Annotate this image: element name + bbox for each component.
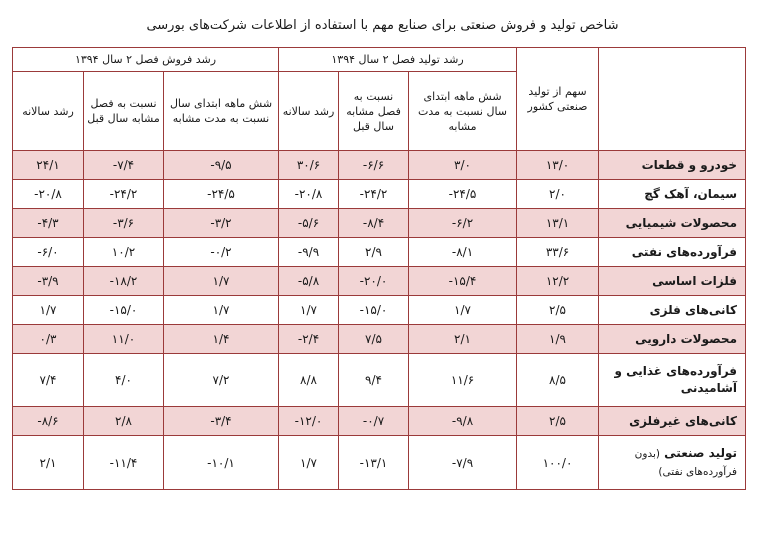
sales-annual-cell: -۴/۳: [13, 209, 84, 238]
header-row-groups: [13, 48, 746, 72]
production-annual-cell: -۵/۸: [279, 267, 339, 296]
sales-six-month-cell: ۱/۴: [164, 325, 279, 354]
share-cell: ۳۳/۶: [517, 238, 599, 267]
sales-quarter-cell: -۷/۴: [84, 151, 164, 180]
header-sales-six-month: شش ماهه ابتدای سال نسبت به مدت مشابه: [164, 72, 279, 151]
sales-quarter-cell: -۱۸/۲: [84, 267, 164, 296]
table-row: [13, 180, 746, 209]
share-cell: ۱/۹: [517, 325, 599, 354]
production-quarter-cell: ۷/۵: [339, 325, 409, 354]
sales-six-month-cell: -۰/۲: [164, 238, 279, 267]
sales-quarter-cell: -۱۵/۰: [84, 296, 164, 325]
industry-name: فلزات اساسی: [599, 267, 746, 296]
industry-name: فرآورده‌های نفتی: [599, 238, 746, 267]
production-quarter-cell: -۸/۴: [339, 209, 409, 238]
production-six-month-cell: -۷/۹: [409, 436, 517, 490]
industry-name: [599, 436, 746, 490]
production-annual-cell: -۵/۶: [279, 209, 339, 238]
sales-quarter-cell: ۴/۰: [84, 354, 164, 407]
industry-name-note: (بدون فرآورده‌های نفتی): [634, 447, 738, 478]
sales-six-month-cell: -۹/۵: [164, 151, 279, 180]
sales-six-month-cell: -۲۴/۵: [164, 180, 279, 209]
share-cell: ۲/۵: [517, 296, 599, 325]
industry-growth-table: [12, 47, 746, 490]
share-cell: ۲/۰: [517, 180, 599, 209]
production-annual-cell: ۱/۷: [279, 436, 339, 490]
production-quarter-cell: -۶/۶: [339, 151, 409, 180]
share-cell: ۱۰۰/۰: [517, 436, 599, 490]
production-annual-cell: ۳۰/۶: [279, 151, 339, 180]
sales-quarter-cell: -۳/۶: [84, 209, 164, 238]
production-annual-cell: ۱/۷: [279, 296, 339, 325]
sales-six-month-cell: ۱/۷: [164, 267, 279, 296]
sales-six-month-cell: ۷/۲: [164, 354, 279, 407]
production-six-month-cell: -۸/۱: [409, 238, 517, 267]
sales-quarter-cell: -۲۴/۲: [84, 180, 164, 209]
sales-annual-cell: ۰/۳: [13, 325, 84, 354]
sales-six-month-cell: ۱/۷: [164, 296, 279, 325]
table-row: [13, 151, 746, 180]
table-row: [13, 238, 746, 267]
production-six-month-cell: -۶/۲: [409, 209, 517, 238]
sales-annual-cell: ۷/۴: [13, 354, 84, 407]
header-sales-annual: رشد سالانه: [13, 72, 84, 151]
header-production-six-month: شش ماهه ابتدای سال نسبت به مدت مشابه: [409, 72, 517, 151]
production-annual-cell: -۱۲/۰: [279, 407, 339, 436]
sales-annual-cell: -۶/۰: [13, 238, 84, 267]
sales-quarter-cell: ۱۱/۰: [84, 325, 164, 354]
production-six-month-cell: -۱۵/۴: [409, 267, 517, 296]
sales-quarter-cell: ۲/۸: [84, 407, 164, 436]
production-quarter-cell: ۹/۴: [339, 354, 409, 407]
production-six-month-cell: ۲/۱: [409, 325, 517, 354]
sales-quarter-cell: -۱۱/۴: [84, 436, 164, 490]
production-six-month-cell: ۱/۷: [409, 296, 517, 325]
header-production-vs-quarter: نسبت به فصل مشابه سال قبل: [339, 72, 409, 151]
sales-annual-cell: ۲/۱: [13, 436, 84, 490]
share-cell: ۱۳/۰: [517, 151, 599, 180]
industry-name: محصولات شیمیایی: [599, 209, 746, 238]
production-annual-cell: -۹/۹: [279, 238, 339, 267]
industry-name: خودرو و قطعات: [599, 151, 746, 180]
header-sales-vs-quarter: نسبت به فصل مشابه سال قبل: [84, 72, 164, 151]
share-cell: ۱۳/۱: [517, 209, 599, 238]
production-six-month-cell: ۳/۰: [409, 151, 517, 180]
production-annual-cell: -۲/۴: [279, 325, 339, 354]
table-row: [13, 407, 746, 436]
industry-name: کانی‌های غیرفلزی: [599, 407, 746, 436]
production-annual-cell: -۲۰/۸: [279, 180, 339, 209]
table-row: [13, 436, 746, 490]
sales-annual-cell: -۳/۹: [13, 267, 84, 296]
industry-name-main: تولید صنعتی: [664, 445, 738, 460]
header-production-group: رشد تولید فصل ۲ سال ۱۳۹۴: [279, 48, 517, 72]
production-quarter-cell: -۲۴/۲: [339, 180, 409, 209]
sales-annual-cell: -۸/۶: [13, 407, 84, 436]
table-row: [13, 209, 746, 238]
table-row: [13, 267, 746, 296]
production-quarter-cell: -۰/۷: [339, 407, 409, 436]
table-row: [13, 296, 746, 325]
production-quarter-cell: -۲۰/۰: [339, 267, 409, 296]
sales-six-month-cell: -۳/۲: [164, 209, 279, 238]
table-row: [13, 325, 746, 354]
production-six-month-cell: -۲۴/۵: [409, 180, 517, 209]
production-annual-cell: ۸/۸: [279, 354, 339, 407]
sales-annual-cell: ۲۴/۱: [13, 151, 84, 180]
industry-name: سیمان، آهک گچ: [599, 180, 746, 209]
share-cell: ۲/۵: [517, 407, 599, 436]
share-cell: ۸/۵: [517, 354, 599, 407]
table-title: شاخص تولید و فروش صنعتی برای صنایع مهم با استفاده از اطلاعات شرکت‌های بورسی: [146, 18, 619, 33]
sales-six-month-cell: -۳/۴: [164, 407, 279, 436]
production-six-month-cell: ۱۱/۶: [409, 354, 517, 407]
sales-annual-cell: ۱/۷: [13, 296, 84, 325]
header-share: سهم از تولید صنعتی کشور: [517, 48, 599, 151]
production-quarter-cell: -۱۵/۰: [339, 296, 409, 325]
sales-six-month-cell: -۱۰/۱: [164, 436, 279, 490]
table-row: [13, 354, 746, 407]
production-quarter-cell: -۱۳/۱: [339, 436, 409, 490]
industry-name: محصولات دارویی: [599, 325, 746, 354]
sales-quarter-cell: ۱۰/۲: [84, 238, 164, 267]
industry-name: فرآورده‌های غذایی و آشامیدنی: [599, 354, 746, 407]
share-cell: ۱۲/۲: [517, 267, 599, 296]
header-sales-group: رشد فروش فصل ۲ سال ۱۳۹۴: [13, 48, 279, 72]
header-industry: [599, 48, 746, 151]
industry-name: کانی‌های فلزی: [599, 296, 746, 325]
header-production-annual: رشد سالانه: [279, 72, 339, 151]
production-six-month-cell: -۹/۸: [409, 407, 517, 436]
sales-annual-cell: -۲۰/۸: [13, 180, 84, 209]
production-quarter-cell: ۲/۹: [339, 238, 409, 267]
